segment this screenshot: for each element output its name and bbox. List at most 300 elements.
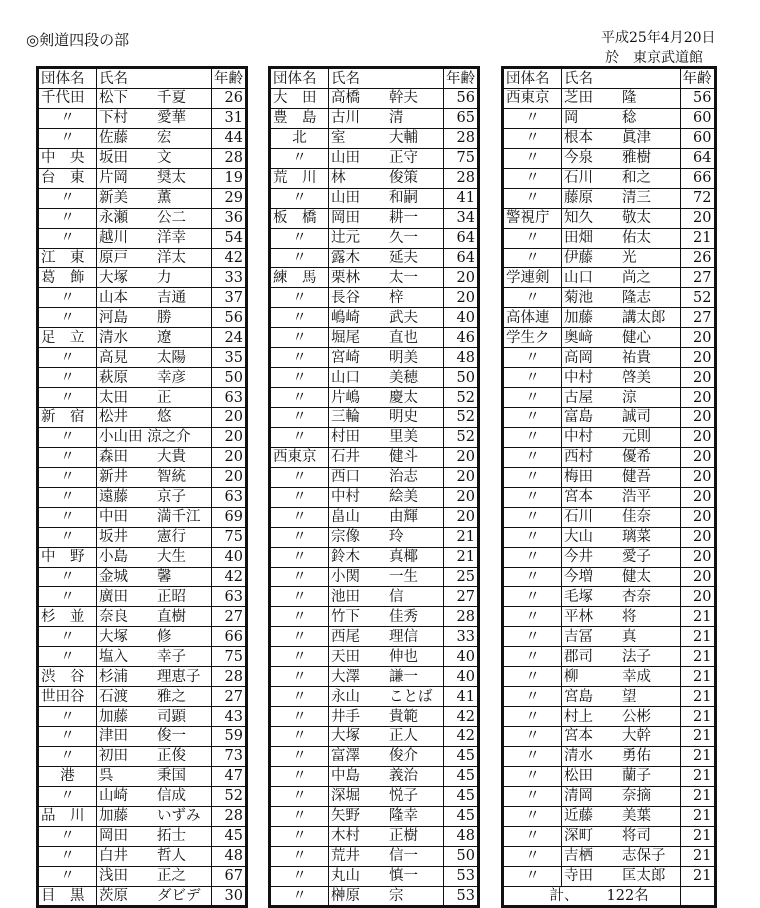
name-cell: 知久 敬太 xyxy=(562,208,681,228)
age-cell: 73 xyxy=(212,746,246,766)
age-cell: 20 xyxy=(444,467,478,487)
name-cell: 大塚 正人 xyxy=(329,727,444,747)
age-cell: 20 xyxy=(444,507,478,527)
org-cell: 〃 xyxy=(504,108,562,128)
header-row xyxy=(39,69,246,89)
name-cell: 新美 薫 xyxy=(97,188,212,208)
name-cell: 呉 秉国 xyxy=(97,766,212,786)
org-cell: 〃 xyxy=(271,188,329,208)
org-cell: 〃 xyxy=(504,148,562,168)
table-row xyxy=(39,846,246,866)
table-row xyxy=(271,547,478,567)
org-cell: 足 立 xyxy=(39,328,97,348)
table-row xyxy=(504,687,715,707)
org-cell: 〃 xyxy=(504,467,562,487)
org-cell: 〃 xyxy=(504,647,562,667)
column-header-org: 団体名 xyxy=(271,69,329,89)
age-cell: 21 xyxy=(680,826,714,846)
org-cell: 〃 xyxy=(39,208,97,228)
org-cell: 〃 xyxy=(504,846,562,866)
name-cell: 近藤 美葉 xyxy=(562,806,681,826)
age-cell: 20 xyxy=(444,288,478,308)
age-cell: 21 xyxy=(680,627,714,647)
name-cell: 加藤 司顕 xyxy=(97,707,212,727)
table-row xyxy=(504,607,715,627)
name-cell: 片岡 奨太 xyxy=(97,168,212,188)
table-row xyxy=(39,348,246,368)
age-cell: 64 xyxy=(444,248,478,268)
name-cell: 中村 元則 xyxy=(562,427,681,447)
name-cell: 山田 和嗣 xyxy=(329,188,444,208)
age-cell: 24 xyxy=(212,328,246,348)
age-cell: 53 xyxy=(444,886,478,906)
age-cell: 66 xyxy=(212,627,246,647)
org-cell: 〃 xyxy=(504,248,562,268)
name-cell: 三輪 明史 xyxy=(329,408,444,428)
table-row xyxy=(39,647,246,667)
name-cell: 宮島 望 xyxy=(562,687,681,707)
age-cell: 72 xyxy=(680,188,714,208)
age-cell: 50 xyxy=(212,368,246,388)
name-cell: 梅田 健吾 xyxy=(562,467,681,487)
table-row xyxy=(39,308,246,328)
table-row xyxy=(39,89,246,109)
name-cell: 天田 伸也 xyxy=(329,647,444,667)
age-cell: 52 xyxy=(444,388,478,408)
org-cell: 〃 xyxy=(271,248,329,268)
org-cell: 〃 xyxy=(271,228,329,248)
name-cell: 茨原 ダビデ xyxy=(97,886,212,906)
age-cell: 25 xyxy=(444,567,478,587)
age-cell: 21 xyxy=(680,866,714,886)
age-cell: 21 xyxy=(680,806,714,826)
age-cell: 63 xyxy=(212,388,246,408)
table-row xyxy=(271,707,478,727)
age-cell: 50 xyxy=(444,368,478,388)
age-cell: 45 xyxy=(444,806,478,826)
table-row xyxy=(504,328,715,348)
table-row xyxy=(504,866,715,886)
table-row xyxy=(271,208,478,228)
table-row xyxy=(39,368,246,388)
name-cell: 村上 公彬 xyxy=(562,707,681,727)
table-row xyxy=(504,846,715,866)
age-cell: 20 xyxy=(680,527,714,547)
table-row xyxy=(271,128,478,148)
table-row xyxy=(504,487,715,507)
name-cell: 岡田 耕一 xyxy=(329,208,444,228)
name-cell: 村田 里美 xyxy=(329,427,444,447)
name-cell: 河島 勝 xyxy=(97,308,212,328)
name-cell: 宗像 玲 xyxy=(329,527,444,547)
name-cell: 山田 正守 xyxy=(329,148,444,168)
age-cell: 75 xyxy=(212,647,246,667)
name-cell: 越川 洋幸 xyxy=(97,228,212,248)
table-row xyxy=(271,288,478,308)
age-cell: 67 xyxy=(212,866,246,886)
name-cell: 岡 稔 xyxy=(562,108,681,128)
name-cell: 加藤 講太郎 xyxy=(562,308,681,328)
age-cell: 21 xyxy=(680,607,714,627)
table-row xyxy=(504,766,715,786)
age-cell: 56 xyxy=(212,308,246,328)
org-cell: 〃 xyxy=(39,447,97,467)
name-cell: 山崎 信成 xyxy=(97,786,212,806)
name-cell: 坂田 文 xyxy=(97,148,212,168)
age-cell: 20 xyxy=(680,467,714,487)
org-cell: 〃 xyxy=(271,348,329,368)
org-cell: 〃 xyxy=(504,607,562,627)
name-cell: 奥﨑 健心 xyxy=(562,328,681,348)
name-cell: 浅田 正之 xyxy=(97,866,212,886)
name-cell: 清岡 奈摘 xyxy=(562,786,681,806)
age-cell: 20 xyxy=(680,408,714,428)
org-cell: 〃 xyxy=(271,148,329,168)
roster-table xyxy=(38,68,246,906)
name-cell: 松下 千夏 xyxy=(97,89,212,109)
name-cell: 長谷 梓 xyxy=(329,288,444,308)
name-cell: 高岡 祐貴 xyxy=(562,348,681,368)
name-cell: 新井 智統 xyxy=(97,467,212,487)
roster-table xyxy=(503,68,715,906)
age-cell: 45 xyxy=(444,746,478,766)
age-cell: 40 xyxy=(444,308,478,328)
age-cell: 52 xyxy=(212,786,246,806)
org-cell: 〃 xyxy=(39,627,97,647)
table-row xyxy=(39,328,246,348)
table-row xyxy=(271,368,478,388)
name-cell: 清水 勇佑 xyxy=(562,746,681,766)
age-cell: 21 xyxy=(680,228,714,248)
table-row xyxy=(39,208,246,228)
age-cell: 20 xyxy=(680,447,714,467)
age-cell: 21 xyxy=(680,647,714,667)
age-cell: 53 xyxy=(444,866,478,886)
name-cell: 永山 ことば xyxy=(329,687,444,707)
age-cell: 50 xyxy=(444,846,478,866)
name-cell: 山口 尚之 xyxy=(562,268,681,288)
org-cell: 〃 xyxy=(271,627,329,647)
org-cell: 〃 xyxy=(39,746,97,766)
header-row xyxy=(271,69,478,89)
table-row xyxy=(504,148,715,168)
org-cell: 〃 xyxy=(504,388,562,408)
table-row xyxy=(39,108,246,128)
table-row xyxy=(271,487,478,507)
name-cell: 林 俊策 xyxy=(329,168,444,188)
org-cell: 〃 xyxy=(271,388,329,408)
table-row xyxy=(271,766,478,786)
org-cell: 〃 xyxy=(504,288,562,308)
org-cell: 〃 xyxy=(271,587,329,607)
age-cell: 20 xyxy=(680,328,714,348)
age-cell: 41 xyxy=(444,687,478,707)
age-cell: 48 xyxy=(212,846,246,866)
org-cell: 〃 xyxy=(271,308,329,328)
name-cell: 大塚 力 xyxy=(97,268,212,288)
table-row xyxy=(504,567,715,587)
table-row xyxy=(39,188,246,208)
age-cell: 20 xyxy=(212,408,246,428)
table-row xyxy=(39,467,246,487)
age-cell: 20 xyxy=(680,427,714,447)
age-cell: 48 xyxy=(444,826,478,846)
age-cell: 27 xyxy=(444,587,478,607)
org-cell: 〃 xyxy=(271,766,329,786)
name-cell: 清水 遼 xyxy=(97,328,212,348)
table-row xyxy=(271,89,478,109)
org-cell: 高体連 xyxy=(504,308,562,328)
org-cell: 〃 xyxy=(39,707,97,727)
age-cell: 36 xyxy=(212,208,246,228)
name-cell: 石川 佳奈 xyxy=(562,507,681,527)
org-cell: 〃 xyxy=(271,487,329,507)
table-row xyxy=(271,447,478,467)
name-cell: 柳 幸成 xyxy=(562,667,681,687)
name-cell: 奈良 直樹 xyxy=(97,607,212,627)
name-cell: 鈴木 真椰 xyxy=(329,547,444,567)
org-cell: 〃 xyxy=(504,527,562,547)
name-cell: 石井 健斗 xyxy=(329,447,444,467)
table-row xyxy=(271,527,478,547)
age-cell: 30 xyxy=(212,886,246,906)
name-cell: 郡司 法子 xyxy=(562,647,681,667)
table-row xyxy=(271,108,478,128)
name-cell: 吉栖 志保子 xyxy=(562,846,681,866)
table-row xyxy=(271,567,478,587)
age-cell: 21 xyxy=(680,667,714,687)
table-row xyxy=(504,647,715,667)
org-cell: 〃 xyxy=(271,846,329,866)
org-cell: 学生ク xyxy=(504,328,562,348)
name-cell: 杉浦 理恵子 xyxy=(97,667,212,687)
name-cell: 坂井 憲行 xyxy=(97,527,212,547)
table-row xyxy=(39,447,246,467)
org-cell: 〃 xyxy=(504,587,562,607)
table-row xyxy=(39,487,246,507)
org-cell: 〃 xyxy=(271,647,329,667)
age-cell: 20 xyxy=(680,587,714,607)
table-row xyxy=(271,467,478,487)
age-cell: 27 xyxy=(212,687,246,707)
table-row xyxy=(271,328,478,348)
org-cell: 〃 xyxy=(39,348,97,368)
age-cell: 66 xyxy=(680,168,714,188)
table-row xyxy=(504,408,715,428)
name-cell: 堀尾 直也 xyxy=(329,328,444,348)
table-row xyxy=(271,308,478,328)
name-cell: 小関 一生 xyxy=(329,567,444,587)
org-cell: 〃 xyxy=(39,368,97,388)
age-cell: 21 xyxy=(680,746,714,766)
org-cell: 〃 xyxy=(39,128,97,148)
name-cell: 室 大輔 xyxy=(329,128,444,148)
age-cell: 42 xyxy=(444,727,478,747)
org-cell: 西東京 xyxy=(504,89,562,109)
org-cell: 北 xyxy=(271,128,329,148)
table-row xyxy=(39,427,246,447)
org-cell: 〃 xyxy=(504,727,562,747)
age-cell: 45 xyxy=(212,826,246,846)
table-row xyxy=(271,667,478,687)
name-cell: 佐藤 宏 xyxy=(97,128,212,148)
name-cell: 平林 将 xyxy=(562,607,681,627)
org-cell: 〃 xyxy=(504,408,562,428)
org-cell: 千代田 xyxy=(39,89,97,109)
page-title: ◎剣道四段の部 xyxy=(26,31,130,49)
org-cell: 〃 xyxy=(504,128,562,148)
table-row xyxy=(39,826,246,846)
table-row xyxy=(504,228,715,248)
org-cell: 〃 xyxy=(39,826,97,846)
name-cell: 廣田 正昭 xyxy=(97,587,212,607)
name-cell: 伊藤 光 xyxy=(562,248,681,268)
org-cell: 〃 xyxy=(504,766,562,786)
org-cell: 〃 xyxy=(39,188,97,208)
table-row xyxy=(271,746,478,766)
age-cell: 19 xyxy=(212,168,246,188)
age-cell: 45 xyxy=(444,766,478,786)
org-cell: 品 川 xyxy=(39,806,97,826)
age-cell: 27 xyxy=(212,607,246,627)
table-row xyxy=(39,627,246,647)
table-row xyxy=(271,727,478,747)
header-row xyxy=(504,69,715,89)
table-row xyxy=(39,667,246,687)
name-cell: 芝田 隆 xyxy=(562,89,681,109)
table-row xyxy=(39,607,246,627)
age-cell: 21 xyxy=(680,707,714,727)
table-row xyxy=(271,786,478,806)
name-cell: 萩原 幸彦 xyxy=(97,368,212,388)
table-row xyxy=(271,687,478,707)
name-cell: 松田 蘭子 xyxy=(562,766,681,786)
age-cell: 42 xyxy=(444,707,478,727)
column-header-name: 氏名 xyxy=(329,69,444,89)
age-cell: 28 xyxy=(444,128,478,148)
org-cell: 〃 xyxy=(271,408,329,428)
age-cell: 33 xyxy=(212,268,246,288)
age-cell: 28 xyxy=(444,168,478,188)
org-cell: 〃 xyxy=(271,368,329,388)
name-cell: 木村 正樹 xyxy=(329,826,444,846)
age-cell: 20 xyxy=(680,547,714,567)
table-row xyxy=(504,727,715,747)
table-row xyxy=(504,667,715,687)
age-cell: 27 xyxy=(680,308,714,328)
table-row xyxy=(271,348,478,368)
table-row xyxy=(504,447,715,467)
age-cell: 27 xyxy=(680,268,714,288)
name-cell: 小山田 涼之介 xyxy=(97,427,212,447)
org-cell: 〃 xyxy=(39,567,97,587)
age-cell: 20 xyxy=(444,487,478,507)
name-cell: 富島 誠司 xyxy=(562,408,681,428)
age-cell: 44 xyxy=(212,128,246,148)
age-cell: 29 xyxy=(212,188,246,208)
table-row xyxy=(271,866,478,886)
org-cell: 西東京 xyxy=(271,447,329,467)
age-cell: 64 xyxy=(444,228,478,248)
name-cell: 露木 延夫 xyxy=(329,248,444,268)
name-cell: 宮崎 明美 xyxy=(329,348,444,368)
org-cell: 〃 xyxy=(271,806,329,826)
table-row xyxy=(39,148,246,168)
org-cell: 〃 xyxy=(39,507,97,527)
org-cell: 〃 xyxy=(504,627,562,647)
org-cell: 〃 xyxy=(504,806,562,826)
column-header-age: 年齢 xyxy=(680,69,714,89)
org-cell: 〃 xyxy=(504,228,562,248)
name-cell: 宮本 浩平 xyxy=(562,487,681,507)
age-cell: 47 xyxy=(212,766,246,786)
name-cell: 原戸 洋太 xyxy=(97,248,212,268)
table-row xyxy=(504,308,715,328)
org-cell: 豊 島 xyxy=(271,108,329,128)
column-header-name: 氏名 xyxy=(562,69,681,89)
table-row xyxy=(271,248,478,268)
name-cell: 古川 清 xyxy=(329,108,444,128)
age-cell: 54 xyxy=(212,228,246,248)
age-cell: 31 xyxy=(212,108,246,128)
org-cell: 〃 xyxy=(39,467,97,487)
table-row xyxy=(504,208,715,228)
org-cell: 〃 xyxy=(504,547,562,567)
age-cell: 21 xyxy=(680,687,714,707)
roster-table xyxy=(270,68,478,906)
age-cell: 42 xyxy=(212,248,246,268)
age-cell: 20 xyxy=(444,268,478,288)
org-cell: 〃 xyxy=(39,388,97,408)
name-cell: 岡田 拓士 xyxy=(97,826,212,846)
table-row xyxy=(271,627,478,647)
org-cell: 〃 xyxy=(39,866,97,886)
table-row xyxy=(39,727,246,747)
table-row xyxy=(271,408,478,428)
name-cell: 今井 愛子 xyxy=(562,547,681,567)
table-row xyxy=(39,507,246,527)
table-row xyxy=(504,248,715,268)
total-row xyxy=(504,886,715,906)
name-cell: 塩入 幸子 xyxy=(97,647,212,667)
org-cell: 〃 xyxy=(271,607,329,627)
table-row xyxy=(39,587,246,607)
name-cell: 高見 太陽 xyxy=(97,348,212,368)
table-row xyxy=(271,886,478,906)
org-cell: 〃 xyxy=(271,507,329,527)
table-row xyxy=(504,288,715,308)
table-row xyxy=(39,228,246,248)
table-row xyxy=(504,627,715,647)
table-row xyxy=(504,188,715,208)
name-cell: 中田 満千江 xyxy=(97,507,212,527)
roster-table-1 xyxy=(36,66,248,908)
name-cell: 深堀 悦子 xyxy=(329,786,444,806)
name-cell: 白井 哲人 xyxy=(97,846,212,866)
table-row xyxy=(39,248,246,268)
org-cell: 葛 飾 xyxy=(39,268,97,288)
age-cell: 28 xyxy=(444,607,478,627)
age-cell: 40 xyxy=(212,547,246,567)
org-cell: 学連剣 xyxy=(504,268,562,288)
table-row xyxy=(504,388,715,408)
column-header-age: 年齢 xyxy=(212,69,246,89)
table-row xyxy=(39,766,246,786)
name-cell: 辻元 久一 xyxy=(329,228,444,248)
name-cell: 金城 馨 xyxy=(97,567,212,587)
table-row xyxy=(39,866,246,886)
table-row xyxy=(504,168,715,188)
